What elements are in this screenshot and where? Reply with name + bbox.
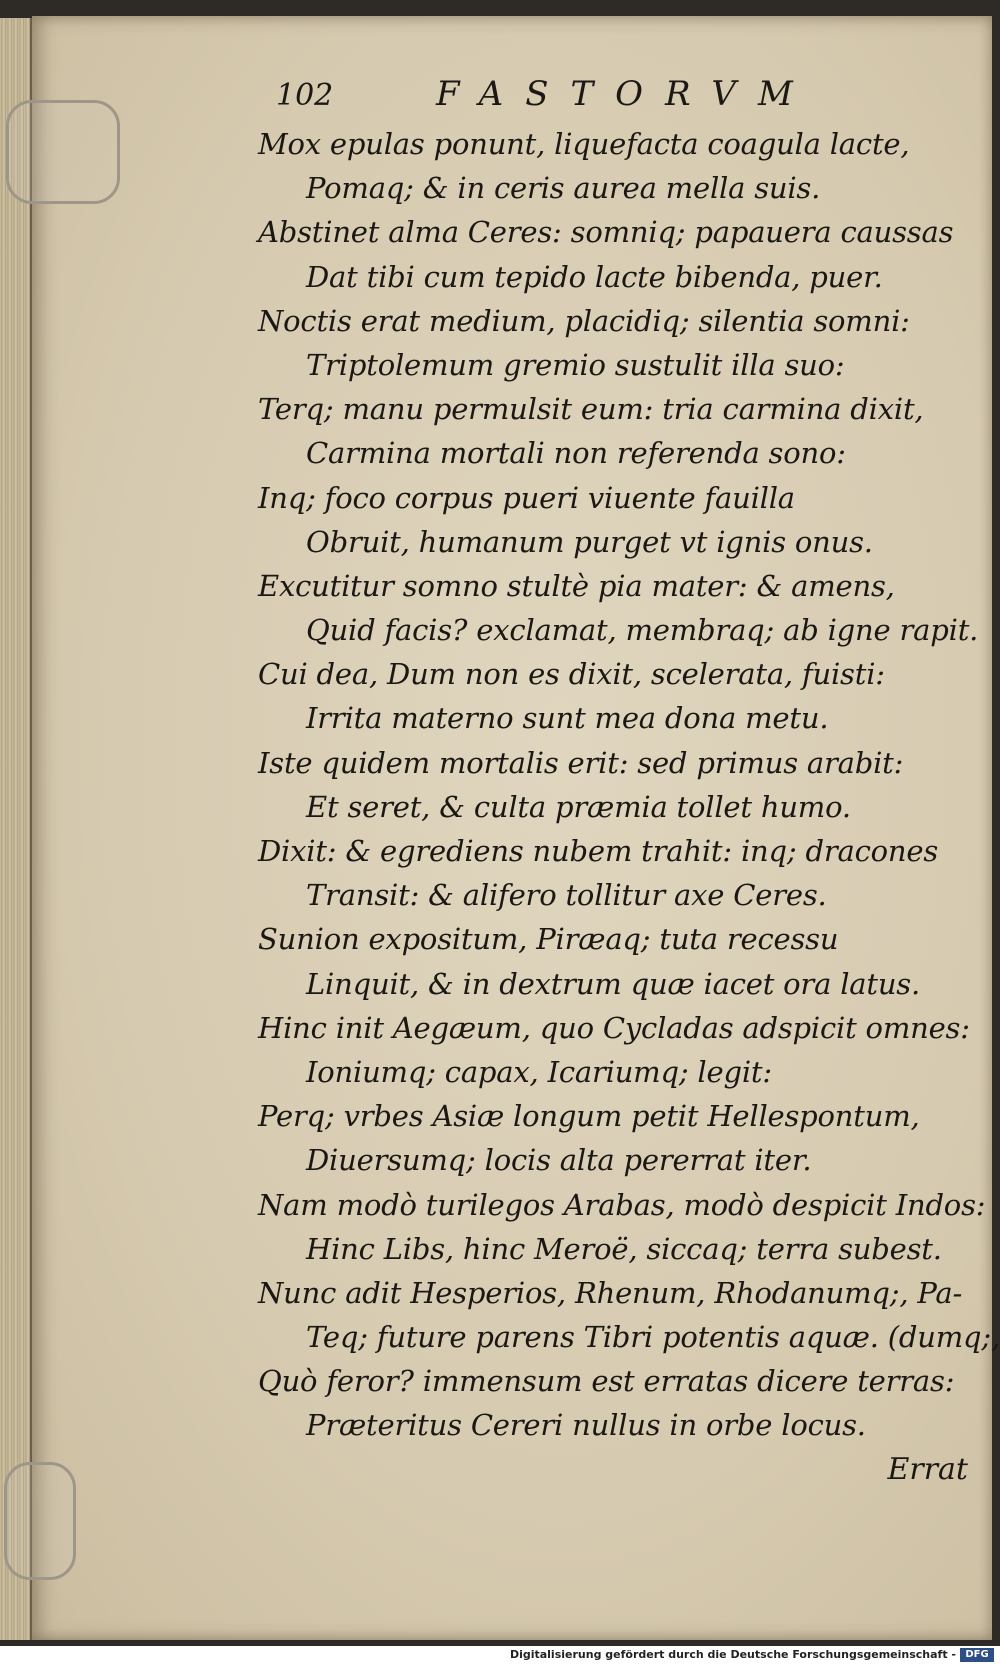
page-clip-bottom bbox=[4, 1462, 76, 1580]
verse-line: Triptolemum gremio sustulit illa suo: bbox=[306, 347, 845, 382]
verse-line: Obruit, humanum purget vt ignis onus. bbox=[306, 524, 873, 559]
verse-line: Nam modò turilegos Arabas, modò despicit Indos: bbox=[258, 1187, 986, 1222]
verse-line: Transit: & alifero tollitur axe Ceres. bbox=[306, 878, 827, 913]
verse-line: Dixit: & egrediens nubem trahit: inq; dracones bbox=[258, 834, 939, 868]
dfg-logo: DFG bbox=[960, 1648, 994, 1662]
verse-line: Perq; vrbes Asiæ longum petit Hellespontum, bbox=[258, 1099, 920, 1134]
verse-line: Noctis erat medium, placidiq; silentia somni: bbox=[258, 303, 910, 338]
verse-line: Quò feror? immensum est erratas dicere terras: bbox=[258, 1364, 955, 1399]
verse-line: Et seret, & culta præmia tollet humo. bbox=[306, 789, 851, 824]
verse-line: Quid facis? exclamat, membraq; ab igne rapit. bbox=[306, 613, 979, 648]
verse-line: Præteritus Cereri nullus in orbe locus. bbox=[306, 1408, 866, 1443]
verse-line: Linquit, & in dextrum quæ iacet ora latus. bbox=[306, 966, 920, 1001]
verse-line: Teq; future parens Tibri potentis aquæ. (dumq;, bbox=[306, 1320, 1000, 1355]
verse-line: Nunc adit Hesperios, Rhenum, Rhodanumq;, Pa- bbox=[258, 1275, 963, 1310]
verse-line: Ioniumq; capax, Icariumq; legit: bbox=[306, 1054, 772, 1089]
digitization-credit: Digitalisierung gefördert durch die Deutsche Forschungsgemeinschaft - bbox=[509, 1648, 956, 1661]
verse-line: Inq; foco corpus pueri viuente fauilla bbox=[258, 480, 795, 515]
folio-number: 102 bbox=[276, 78, 334, 113]
page-edges bbox=[0, 18, 32, 1640]
verse-line: Carmina mortali non referenda sono: bbox=[306, 436, 846, 471]
verse-line: Excutitur somno stultè pia mater: & amens, bbox=[258, 568, 895, 603]
verse-line: Abstinet alma Ceres: somniq; papauera caussas bbox=[258, 215, 954, 250]
verse-line: Pomaq; & in ceris aurea mella suis. bbox=[306, 171, 821, 206]
page-header bbox=[276, 74, 836, 124]
verse-line: Mox epulas ponunt, liquefacta coagula lacte, bbox=[258, 127, 910, 161]
verse-line: Iste quidem mortalis erit: sed primus arabit: bbox=[258, 745, 904, 780]
verse-line: Hinc Libs, hinc Meroë, siccaq; terra subest. bbox=[306, 1231, 942, 1266]
verse-line: Cui dea, Dum non es dixit, scelerata, fuisti: bbox=[258, 657, 885, 692]
verse-block bbox=[258, 122, 1000, 1448]
verse-line: Diuersumq; locis alta pererrat iter. bbox=[306, 1143, 812, 1178]
verse-line: Dat tibi cum tepido lacte bibenda, puer. bbox=[306, 259, 883, 294]
catchword: Errat bbox=[887, 1452, 968, 1487]
verse-line: Irrita materno sunt mea dona metu. bbox=[306, 701, 829, 736]
page-clip-top bbox=[6, 100, 120, 204]
running-head: FASTORVM bbox=[436, 74, 815, 114]
verse-line: Terq; manu permulsit eum: tria carmina dixit, bbox=[258, 392, 924, 427]
verse-line: Sunion expositum, Piræaq; tuta recessu bbox=[258, 922, 839, 957]
verse-line: Hinc init Aegæum, quo Cycladas adspicit omnes: bbox=[258, 1010, 970, 1045]
